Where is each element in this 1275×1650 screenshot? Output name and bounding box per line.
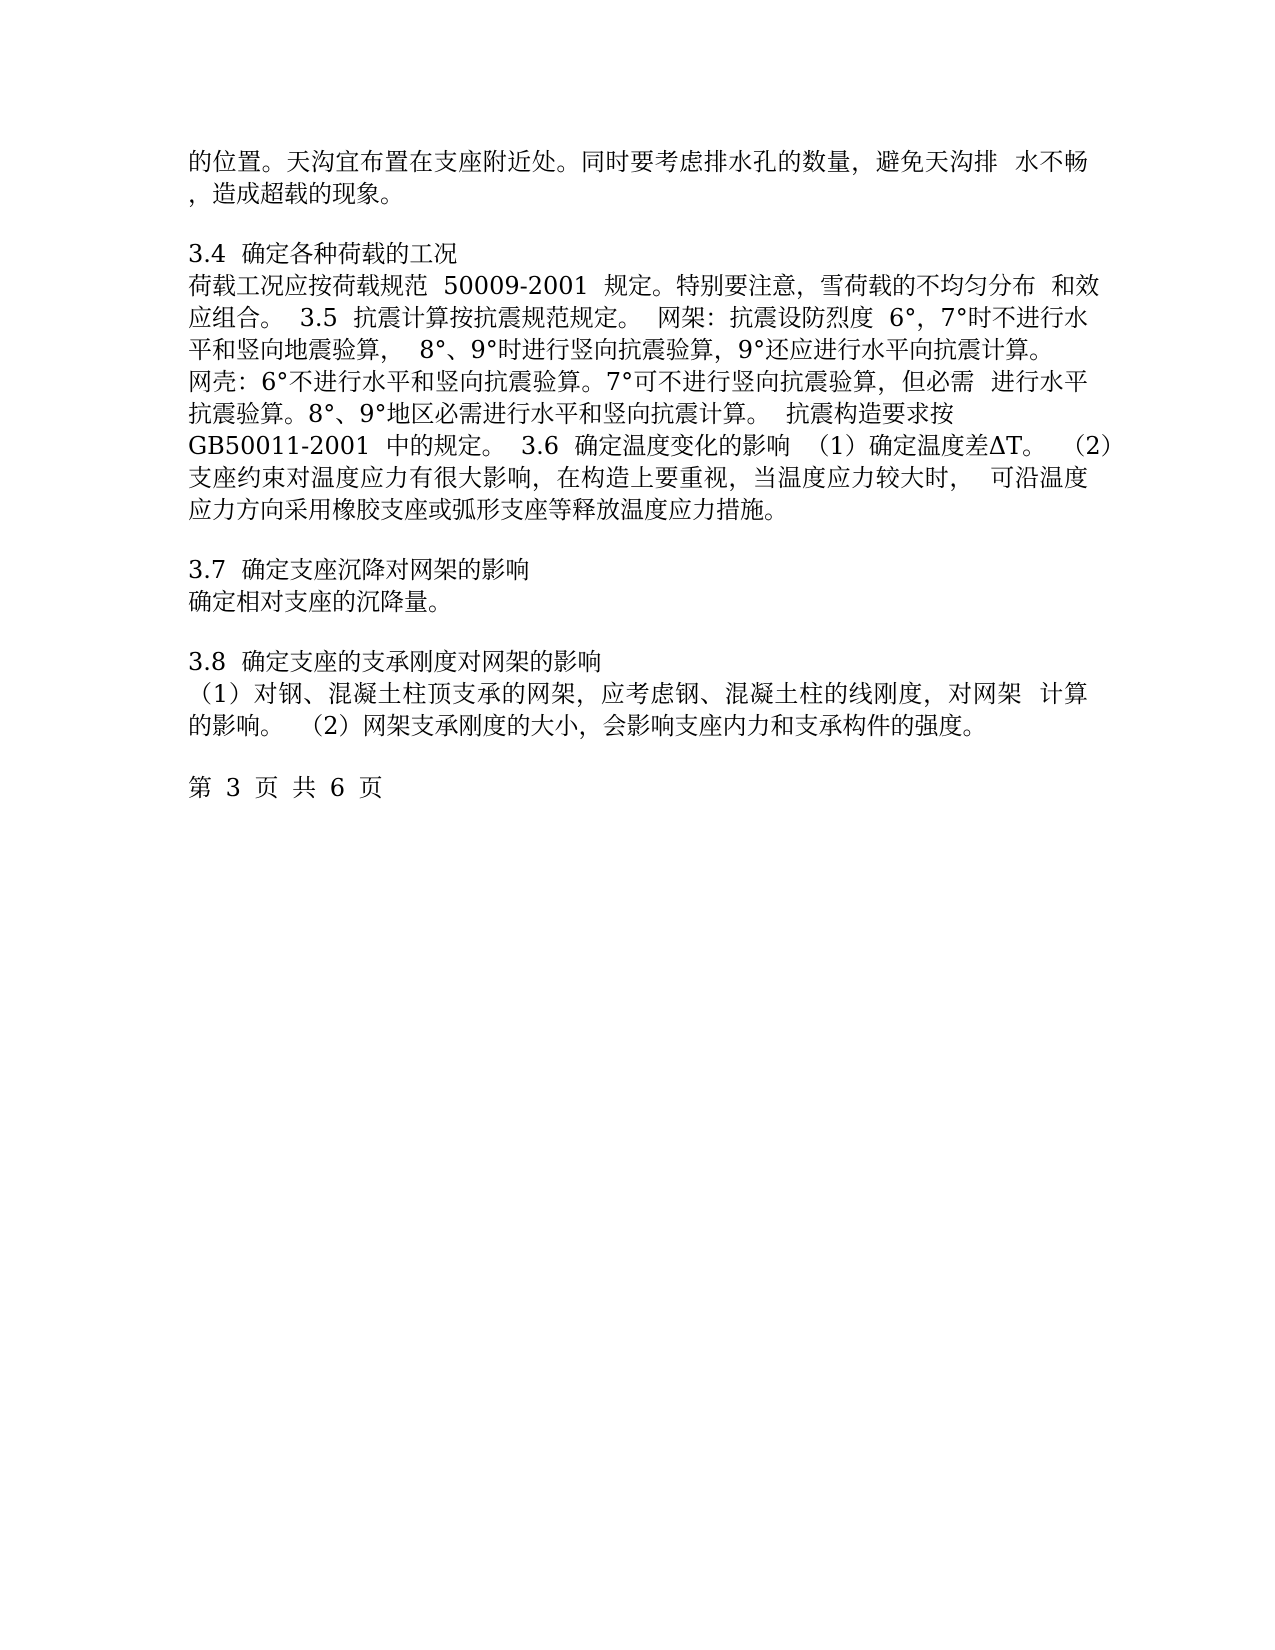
section-3-7 [188, 554, 1088, 618]
text-line: 支座约束对温度应力有很大影响，在构造上要重视，当温度应力较大时， 可沿温度 [188, 464, 1088, 492]
text-line: GB50011-2001 中的规定。 3.6 确定温度变化的影响 （1）确定温度差ΔT。 （2） [188, 432, 1125, 460]
paragraph-gap [188, 210, 1088, 238]
section-heading: 3.4 确定各种荷载的工况 [188, 240, 458, 268]
text-line: 确定相对支座的沉降量。 [188, 588, 452, 616]
text-line: 荷载工况应按荷载规范 50009-2001 规定。特别要注意，雪荷载的不均匀分布 和效 [188, 272, 1100, 300]
text-line: 网壳：6°不进行水平和竖向抗震验算。7°可不进行竖向抗震验算，但必需 进行水平 [188, 368, 1088, 396]
text-line: 的影响。 （2）网架支承刚度的大小，会影响支座内力和支承构件的强度。 [188, 712, 987, 740]
document-page [188, 146, 1125, 804]
section-3-4 [188, 238, 1125, 526]
section-heading: 3.8 确定支座的支承刚度对网架的影响 [188, 648, 602, 676]
paragraph-gap [188, 526, 1088, 554]
text-line: （1）对钢、混凝土柱顶支承的网架，应考虑钢、混凝土柱的线刚度，对网架 计算 [188, 680, 1088, 708]
paragraph-gap [188, 742, 1088, 770]
section-3-8 [188, 646, 1088, 742]
paragraph-gap [188, 618, 1088, 646]
section-heading: 3.7 确定支座沉降对网架的影响 [188, 556, 530, 584]
text-line: 抗震验算。8°、9°地区必需进行水平和竖向抗震计算。 抗震构造要求按 [188, 400, 954, 428]
text-line: 应力方向采用橡胶支座或弧形支座等释放温度应力措施。 [188, 496, 788, 524]
page-number-footer: 第 3 页 共 6 页 [188, 774, 383, 802]
text-line: 应组合。 3.5 抗震计算按抗震规范规定。 网架：抗震设防烈度 6°，7°时不进行水 [188, 304, 1088, 332]
paragraph-intro [188, 146, 1088, 210]
text-line: ，造成超载的现象。 [188, 180, 404, 208]
text-line: 的位置。天沟宜布置在支座附近处。同时要考虑排水孔的数量，避免天沟排 水不畅 [188, 148, 1088, 176]
text-line: 平和竖向地震验算， 8°、9°时进行竖向抗震验算，9°还应进行水平向抗震计算。 [188, 336, 1054, 364]
